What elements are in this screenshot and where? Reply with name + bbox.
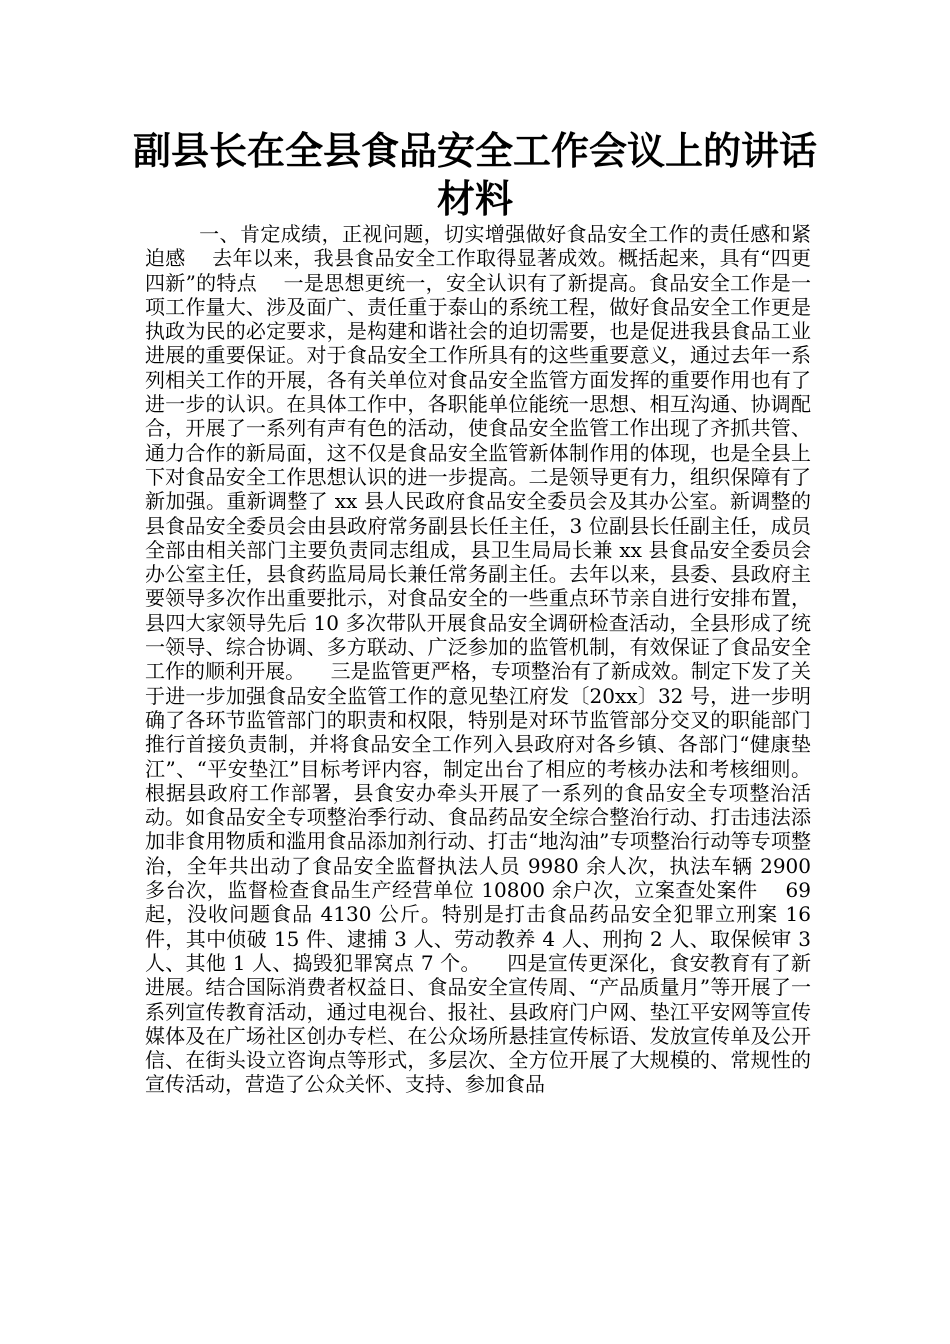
document-body: 一、肯定成绩，正视问题，切实增强做好食品安全工作的责任感和紧迫感 去年以来，我县食品安全工作取得显著成效。概括起来，具有“四更四新”的特点 一是思想更统一，安全认识有了新提高。食品安全工作是一项工作量大、涉及面广、责任重于泰山的系统工程，做好食品安全工作更是执政为民的必定要求，是构建和谐社会的迫切需要，也是促进我县食品工业进展的重要保证。对于食品安全工作所具有的这些重要意义，通过去年一系列相关工作的开展，各有关单位对食品安全监管方面发挥的重要作用也有了进一步的认识。在具体工作中，各职能单位能统一思想、相互沟通、协调配合，开展了一系列有声有色的活动，使食品安全监管工作出现了齐抓共管、通力合作的新局面，这不仅是食品安全监管新体制作用的体现，也是全县上下对食品安全工作思想认识的进一步提高。二是领导更有力，组织保障有了新加强。重新调整了 xx 县人民政府食品安全委员会及其办公室。新调整的县食品安全委员会由县政府常务副县长任主任，3 位副县长任副主任，成员全部由相关部门主要负责同志组成，县卫生局局长兼 xx 县食品安全委员会办公室主任，县食药监局局长兼任常务副主任。去年以来，县委、县政府主要领导多次作出重要批示，对食品安全的一些重点环节亲自进行安排布置，县四大家领导先后 10 多次带队开展食品安全调研检查活动，全县形成了统一领导、综合协调、多方联动、广泛参加的监管机制，有效保证了食品安全工作的顺利开展。 三是监管更严格，专项整治有了新成效。制定下发了关于进一步加强食品安全监管工作的意见垫江府发〔20xx〕32 号，进一步明确了各环节监管部门的职责和权限，特别是对环节监管部分交叉的职能部门推行首接负责制，并将食品安全工作列入县政府对各乡镇、各部门“健康垫江”、“平安垫江”目标考评内容，制定出台了相应的考核办法和考核细则。根据县政府工作部署，县食安办牵头开展了一系列的食品安全专项整治活动。如食品安全专项整治季行动、食品药品安全综合整治行动、打击违法添加非食用物质和滥用食品添加剂行动、打击“地沟油”专项整治行动等专项整治，全年共出动了食品安全监督执法人员 9980 余人次，执法车辆 2900 多台次，监督检查食品生产经营单位 10800 余户次，立案查处案件 69 起，没收问题食品 4130 公斤。特别是打击食品药品安全犯罪立刑案 16 件，其中侦破 15 件、逮捕 3 人、劳动教养 4 人、刑拘 2 人、取保候审 3 人、其他 1 人、捣毁犯罪窝点 7 个。 四是宣传更深化，食安教育有了新进展。结合国际消费者权益日、食品安全宣传周、“产品质量月”等开展了一系列宣传教育活动，通过电视台、报社、县政府门户网、垫江平安网等宣传媒体及在广场社区创办专栏、在公众场所悬挂宣传标语、发放宣传单及公开信、在街头设立咨询点等形式，多层次、全方位开展了大规模的、常规性的宣传活动，营造了公众关怀、支持、参加食品 (145, 222, 818, 1097)
document-title: 副县长在全县食品安全工作会议上的讲话材料 (132, 129, 817, 221)
